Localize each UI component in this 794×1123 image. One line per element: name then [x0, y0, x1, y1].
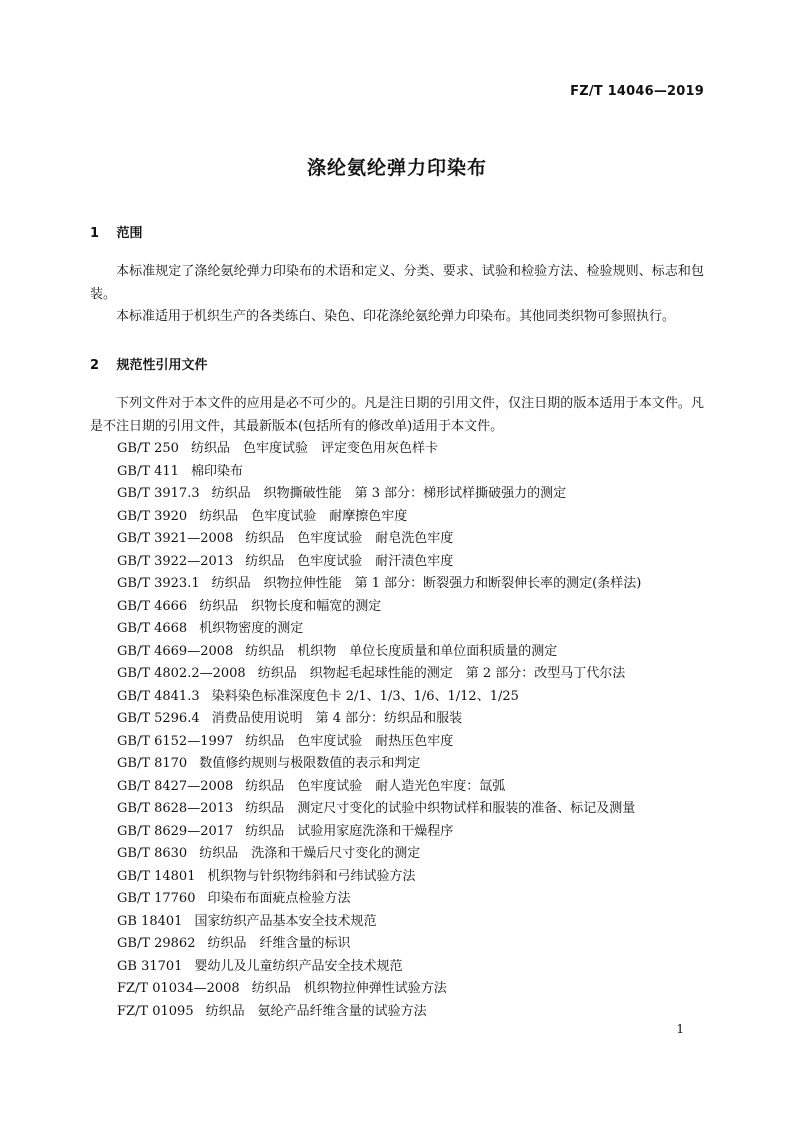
reference-title: 数值修约规则与极限数值的表示和判定: [199, 756, 421, 771]
reference-title: 纺织品 色牢度试验 耐皂洗色牢度: [245, 531, 454, 546]
reference-item: [117, 956, 641, 979]
reference-item: [117, 596, 641, 619]
reference-code: GB/T 3923.1: [117, 576, 200, 591]
reference-title: 纺织品 机织物拉伸弹性试验方法: [251, 981, 447, 996]
reference-item: [117, 686, 641, 709]
reference-list: [117, 438, 641, 1023]
reference-item: [117, 798, 641, 821]
reference-code: GB/T 250: [117, 441, 179, 456]
reference-item: [117, 731, 641, 754]
reference-item: [117, 461, 641, 484]
reference-title: 机织物密度的测定: [199, 621, 304, 636]
reference-code: GB/T 4666: [117, 598, 188, 614]
reference-item: [117, 866, 641, 889]
reference-title: 纺织品 织物撕破性能 第 3 部分：梯形试样撕破强力的测定: [211, 486, 567, 501]
reference-title: 纺织品 色牢度试验 耐汗渍色牢度: [245, 553, 454, 569]
reference-title: 纺织品 色牢度试验 耐摩擦色牢度: [199, 508, 408, 524]
reference-code: GB/T 8628—2013: [117, 801, 234, 816]
reference-code: GB 31701: [117, 958, 183, 974]
reference-item: [117, 663, 641, 686]
reference-item: [117, 933, 641, 956]
reference-item: [117, 573, 641, 596]
section-title: 规范性引用文件: [116, 358, 208, 373]
reference-code: GB/T 3922—2013: [117, 553, 234, 569]
reference-item: [117, 708, 641, 731]
reference-title: 纺织品 织物起毛起球性能的测定 第 2 部分：改型马丁代尔法: [257, 666, 626, 681]
document-title: 涤纶氨纶弹力印染布: [306, 157, 487, 179]
reference-title: 纺织品 色牢度试验 耐人造光色牢度：氙弧: [245, 778, 506, 794]
reference-code: GB/T 5296.4: [117, 711, 200, 726]
reference-item: [117, 978, 641, 1001]
reference-code: GB 18401: [117, 913, 183, 929]
reference-title: 染料染色标准深度色卡 2/1、1/3、1/6、1/12、1/25: [211, 688, 519, 704]
section-number: 2: [90, 358, 100, 373]
reference-item: [117, 1001, 641, 1024]
reference-title: 纺织品 色牢度试验 耐热压色牢度: [245, 733, 454, 749]
reference-code: GB/T 4841.3: [117, 688, 200, 704]
reference-title: 机织物与针织物纬斜和弓纬试验方法: [207, 868, 416, 884]
section-title: 范围: [116, 226, 143, 241]
reference-title: 纺织品 测定尺寸变化的试验中织物试样和服装的准备、标记及测量: [245, 801, 636, 816]
reference-title: 纺织品 织物拉伸性能 第 1 部分：断裂强力和断裂伸长率的测定(条样法): [211, 576, 642, 591]
page-number: 1: [676, 1022, 684, 1036]
reference-code: GB/T 3920: [117, 508, 188, 524]
reference-item: [117, 888, 641, 911]
reference-code: GB/T 411: [117, 463, 179, 479]
reference-item: [117, 911, 641, 934]
reference-code: FZ/T 01095: [117, 1003, 194, 1019]
reference-code: GB/T 8170: [117, 756, 188, 771]
reference-title: 国家纺织产品基本安全技术规范: [194, 913, 377, 929]
section-number: 1: [90, 226, 100, 241]
reference-title: 纺织品 氨纶产品纤维含量的试验方法: [205, 1003, 427, 1019]
reference-code: GB/T 8630: [117, 846, 188, 861]
reference-item: [117, 483, 641, 506]
reference-title: 纺织品 试验用家庭洗涤和干燥程序: [245, 823, 454, 839]
reference-code: GB/T 3917.3: [117, 486, 200, 501]
reference-title: 纺织品 机织物 单位长度质量和单位面积质量的测定: [245, 643, 558, 659]
reference-code: GB/T 14801: [117, 868, 196, 884]
reference-item: [117, 843, 641, 866]
reference-code: GB/T 6152—1997: [117, 733, 234, 749]
reference-item: [117, 506, 641, 529]
reference-title: 消费品使用说明 第 4 部分：纺织品和服装: [211, 711, 463, 726]
scope-paragraph-2: 本标准适用于机织生产的各类练白、染色、印花涤纶氨纶弹力印染布。其他同类织物可参照执行。: [116, 309, 676, 324]
references-intro: 下列文件对于本文件的应用是必不可少的。凡是注日期的引用文件，仅注日期的版本适用于本文件。凡是不注日期的引用文件，其最新版本(包括所有的修改单)适用于本文件。: [90, 396, 704, 434]
reference-code: GB/T 4668: [117, 621, 188, 636]
reference-code: GB/T 29862: [117, 936, 196, 951]
reference-code: GB/T 4669—2008: [117, 643, 234, 659]
reference-code: GB/T 8629—2017: [117, 823, 234, 839]
reference-item: [117, 618, 641, 641]
reference-item: [117, 528, 641, 551]
reference-code: FZ/T 01034—2008: [117, 981, 240, 996]
section-1-heading: [90, 222, 143, 241]
reference-title: 婴幼儿及儿童纺织产品安全技术规范: [194, 958, 403, 974]
reference-title: 纺织品 织物长度和幅宽的测定: [199, 598, 382, 614]
reference-item: [117, 641, 641, 664]
reference-title: 纺织品 纤维含量的标识: [207, 936, 351, 951]
reference-title: 纺织品 色牢度试验 评定变色用灰色样卡: [190, 441, 438, 456]
reference-title: 印染布布面疵点检验方法: [207, 891, 351, 906]
reference-item: [117, 551, 641, 574]
standard-code: FZ/T 14046—2019: [570, 84, 704, 99]
reference-item: [117, 821, 641, 844]
reference-code: GB/T 8427—2008: [117, 778, 234, 794]
reference-title: 棉印染布: [190, 463, 243, 479]
reference-item: [117, 438, 641, 461]
reference-title: 纺织品 洗涤和干燥后尺寸变化的测定: [199, 846, 421, 861]
section-2-heading: [90, 354, 208, 373]
reference-code: GB/T 17760: [117, 891, 196, 906]
scope-paragraph-1: 本标准规定了涤纶氨纶弹力印染布的术语和定义、分类、要求、试验和检验方法、检验规则、标志和包装。: [90, 264, 704, 302]
reference-code: GB/T 4802.2—2008: [117, 666, 246, 681]
reference-item: [117, 776, 641, 799]
reference-item: [117, 753, 641, 776]
reference-code: GB/T 3921—2008: [117, 531, 234, 546]
